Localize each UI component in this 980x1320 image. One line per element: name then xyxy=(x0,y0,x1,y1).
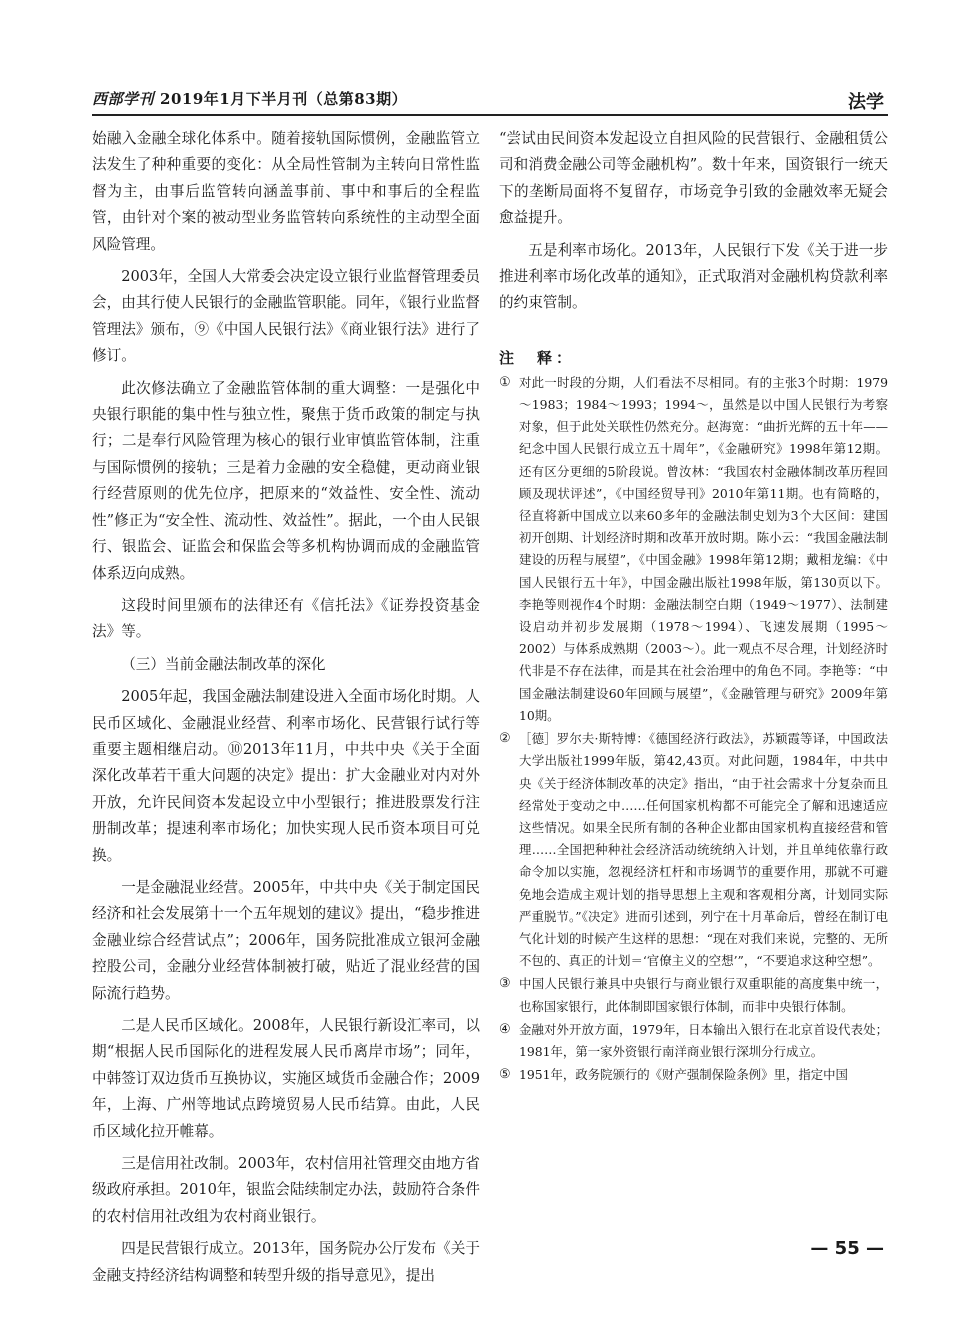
paragraph: 2003年，全国人大常委会决定设立银行业监督管理委员会，由其行使人民银行的金融监管职能。同年，《银行业监督管理法》颁布，⑨《中国人民银行法》《商业银行法》进行了修订。 xyxy=(92,268,480,365)
footnote-text: 对此一时段的分期，人们看法不尽相同。有的主张3个时期：1979～1983；1984～1993；1994～，虽然是以中国人民银行为考察对象，但于此处关联性仍然充分。赵海宽：“曲折光辉的五十年——纪念中国人民银行成立五十周年”，《金融研究》1998年第12期。还有区分更细的5阶段说。曾汝林：“我国农村金融体制改革历程回顾及现状评述”，《中国经贸导刊》2010年第11期。也有简略的，径直将新中国成立以来60多年的金融法制史划为3个大区间：建国初开创期、计划经济时期和改革开放时期。陈小云：“我国金融法制建设的历程与展望”，《中国金融》1998年第12期；戴相龙编：《中国人民银行五十年》，中国金融出版社1998年版，第130页以下。李艳等则视作4个时期：金融法制空白期（1949～1977）、法制建设启动并初步发展期（1978～1994）、飞速发展期（1995～2002）与体系成熟期（2003～）。此一观点不尽合理，计划经济时代非是不存在法律，而是其在社会治理中的角色不同。李艳等：“中国金融法制建设60年回顾与展望”，《金融管理与研究》2009年第10期。 xyxy=(519,374,888,723)
section-heading: （三）当前金融法制改革的深化 xyxy=(121,655,326,673)
paragraph: 一是金融混业经营。2005年，中共中央《关于制定国民经济和社会发展第十一个五年规划的建议》提出，“稳步推进金融业综合经营试点”；2006年，国务院批准成立银河金融控股公司，金融分业经营体制被打破，贴近了混业经营的国际流行趋势。 xyxy=(92,878,480,1002)
footnote-text: 中国人民银行兼具中央银行与商业银行双重职能的高度集中统一，也称国家银行，此体制即国家银行体制，而非中央银行体制。 xyxy=(519,976,888,1014)
paragraph: 三是信用社改制。2003年，农村信用社管理交由地方省级政府承担。2010年，银监会陆续制定办法，鼓励符合条件的农村信用社改组为农村商业银行。 xyxy=(92,1155,480,1225)
footnote-mark: ⑤ xyxy=(499,1067,511,1083)
footnote-text: 金融对外开放方面，1979年，日本输出入银行在北京首设代表处；1981年，第一家外资银行南洋商业银行深圳分行成立。 xyxy=(519,1021,888,1059)
paragraph: “尝试由民间资本发起设立自担风险的民营银行、金融租赁公司和消费金融公司等金融机构”。数十年来，国资银行一统天下的垄断局面将不复留存，市场竞争引致的金融效率无疑会愈益提升。 xyxy=(499,130,888,227)
left-column xyxy=(92,126,480,1295)
footnote-text: 1951年，政务院颁行的《财产强制保险条例》里，指定中国 xyxy=(519,1067,848,1083)
page-number: — 55 — xyxy=(810,1238,884,1259)
journal-brand: 西部学刊 xyxy=(92,90,155,108)
notes-list xyxy=(499,372,888,1087)
paragraph: 二是人民币区域化。2008年，人民银行新设汇率司，以期“根据人民币国际化的进程发展人民币离岸市场”；同年，中韩签订双边货币互换协议，实施区域货币金融合作；2009年，上海、广州等地试点跨境贸易人民币结算。由此，人民币区域化拉开帷幕。 xyxy=(92,1017,480,1140)
footnote-mark: ② xyxy=(499,731,511,747)
journal-title xyxy=(92,88,407,109)
right-column xyxy=(499,126,888,1087)
paragraph: 始融入金融全球化体系中。随着接轨国际惯例，金融监管立法发生了种种重要的变化：从全局性管制为主转向日常性监督为主，由事后监管转向涵盖事前、事中和事后的全程监管，由针对个案的被动型业务监管转向系统性的主动型全面风险管理。 xyxy=(92,130,480,253)
paragraph: 这段时间里颁布的法律还有《信托法》《证券投资基金法》等。 xyxy=(92,596,480,641)
paragraph: 四是民营银行成立。2013年，国务院办公厅发布《关于金融支持经济结构调整和转型升级的指导意见》，提出 xyxy=(92,1240,480,1284)
notes-title: 注 释： xyxy=(499,348,576,367)
right-body-text xyxy=(499,126,888,317)
footnote xyxy=(499,1019,888,1063)
paragraph: 此次修法确立了金融监管体制的重大调整：一是强化中央银行职能的集中性与独立性，聚焦于货币政策的制定与执行；二是奉行风险管理为核心的银行业审慎监管体制，注重与国际惯例的接轨；三是着力金融的安全稳健，更动商业银行经营原则的优先位序，把原来的“效益性、安全性、流动性”修正为“安全性、流动性、效益性”。据此，一个由人民银行、银监会、证监会和保监会等多机构协调而成的金融监管体系迈向成熟。 xyxy=(92,379,480,582)
page-header xyxy=(92,88,888,116)
footnote-mark: ③ xyxy=(499,976,511,992)
footnote xyxy=(499,973,888,1017)
footnote xyxy=(499,728,888,972)
journal-issue: 2019年1月下半月刊（总第83期） xyxy=(160,90,408,108)
footnote xyxy=(499,372,888,727)
section-label: 法学 xyxy=(848,92,884,113)
footnote-mark: ① xyxy=(499,374,511,390)
paragraph: 五是利率市场化。2013年，人民银行下发《关于进一步推进利率市场化改革的通知》，正式取消对金融机构贷款利率的约束管制。 xyxy=(499,241,888,312)
footnote xyxy=(499,1064,888,1086)
footnote-text: ［德］罗尔夫·斯特博：《德国经济行政法》，苏颖霞等译，中国政法大学出版社1999年版，第42,43页。对此问题，1984年，中共中央《关于经济体制改革的决定》指出，“由于社会需求十分复杂而且经常处于变动之中……任何国家机构都不可能完全了解和迅速适应这些情况。如果全民所有制的各种企业都由国家机构直接经营和管理……全国把种种社会经济活动统统纳入计划，并且单纯依靠行政命令加以实施，忽视经济杠杆和市场调节的重要作用，那就不可避免地会造成主观计划的指导思想上主观和客观相分离，计划同实际严重脱节。”《决定》进而引述到，列宁在十月革命后，曾经在制订电气化计划的时候产生这样的思想：“现在对我们来说，完整的、无所不包的、真正的计划＝‘官僚主义的空想’”，“不要追求这种空想”。 xyxy=(519,731,888,969)
footnote-mark: ④ xyxy=(499,1021,511,1037)
paragraph: 2005年起，我国金融法制建设进入全面市场化时期。人民币区域化、金融混业经营、利率市场化、民营银行试行等重要主题相继启动。⑩2013年11月，中共中央《关于全面深化改革若干重大问题的决定》提出：扩大金融业对内对外开放，允许民间资本发起设立中小型银行；推进股票发行注册制改革；提速利率市场化；加快实现人民币资本项目可兑换。 xyxy=(92,688,480,864)
